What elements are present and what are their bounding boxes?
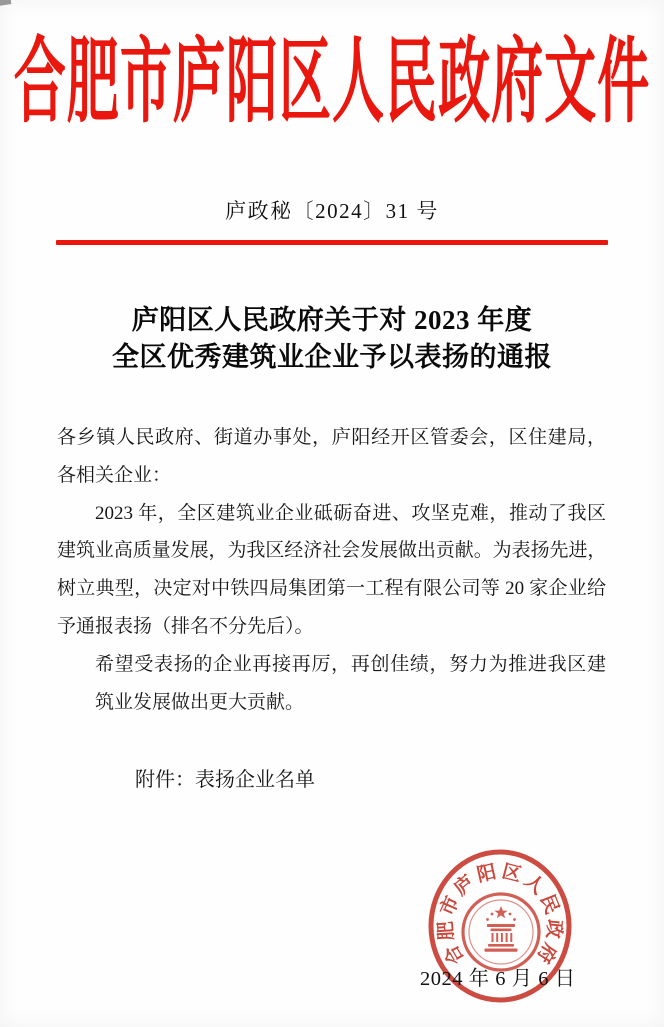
body-line: 筑业发展做出更大贡献。	[95, 691, 305, 713]
body-line: 建筑业高质量发展，为我区经济社会发展做出贡献。为表扬先进，	[57, 540, 606, 562]
body-line: 予通报表扬（排名不分先后）。	[57, 615, 314, 637]
document-body	[57, 419, 606, 721]
body-line: 2023 年，全区建筑业企业砥砺奋进、攻坚克难，推动了我区	[95, 502, 606, 524]
document-date: 2024 年 6 月 6 日	[420, 968, 576, 990]
attachment-note: 附件：表扬企业名单	[135, 769, 315, 791]
body-line: 树立典型，决定对中铁四局集团第一工程有限公司等 20 家企业给	[57, 578, 606, 600]
seal-text: 合肥市庐阳区人民政府	[435, 861, 565, 970]
document-title-line1: 庐阳区人民政府关于对 2023 年度	[131, 305, 533, 335]
body-line: 各乡镇人民政府、街道办事处，庐阳经开区管委会，区住建局，	[57, 427, 606, 448]
document-title	[0, 302, 664, 376]
body-line: 各相关企业：	[57, 464, 172, 486]
scan-artifact	[0, 0, 11, 6]
document-header-title: 合肥市庐阳区人民政府文件	[13, 29, 651, 135]
red-divider-line	[56, 240, 608, 245]
document-title-line2: 全区优秀建筑业企业予以表扬的通报	[112, 342, 552, 372]
body-line: 希望受表扬的企业再接再厉，再创佳绩，努力为推进我区建	[95, 653, 606, 675]
national-emblem-icon	[463, 894, 539, 970]
document-number: 庐政秘〔2024〕31 号	[225, 199, 439, 223]
